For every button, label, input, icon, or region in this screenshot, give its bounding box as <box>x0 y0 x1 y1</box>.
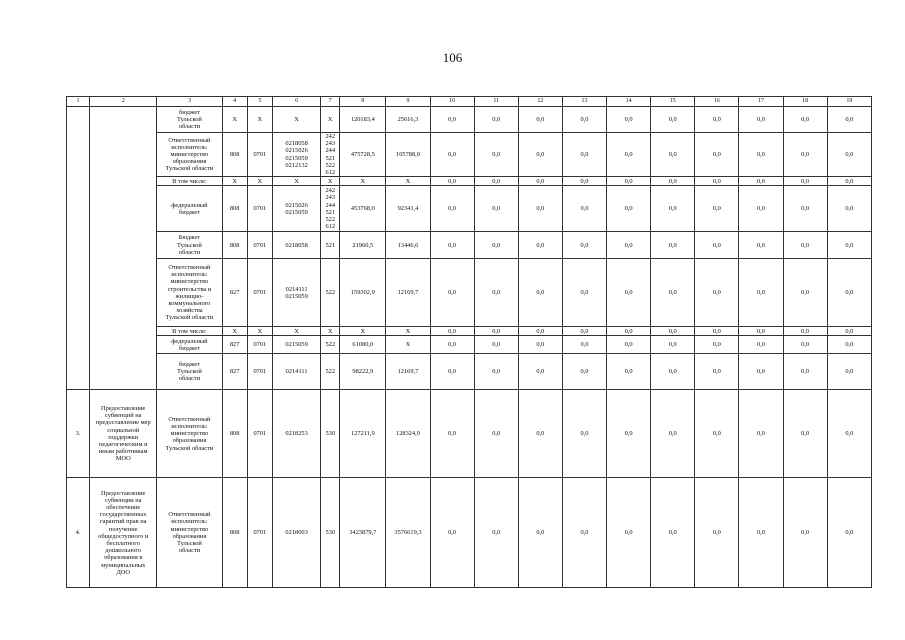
value-cell-c18: 0,0 <box>783 259 827 327</box>
value-cell-c9: 105788,0 <box>386 133 430 177</box>
value-cell-c11: 0,0 <box>474 186 518 232</box>
value-cell-c13: 0,0 <box>562 232 606 259</box>
column-number-1: 1 <box>67 97 90 107</box>
value-cell-c11: 0,0 <box>474 390 518 478</box>
value-cell-c10: 0,0 <box>430 107 474 133</box>
value-cell-c14: 0,0 <box>607 186 651 232</box>
column-number-18: 18 <box>783 97 827 107</box>
value-cell-c12: 0,0 <box>518 177 562 186</box>
value-cell-c8: 98222,9 <box>340 354 386 390</box>
value-cell-c15: 0,0 <box>651 107 695 133</box>
value-cell-c14: 0,0 <box>607 390 651 478</box>
value-cell-c16: 0,0 <box>695 336 739 354</box>
executor-cell: Ответственный исполнитель: министерство образования Тульской области <box>157 133 222 177</box>
value-cell-c16: 0,0 <box>695 107 739 133</box>
value-cell-c17: 0,0 <box>739 478 783 588</box>
value-cell-c5: 0701 <box>247 259 272 327</box>
value-cell-c9: 3576619,3 <box>386 478 430 588</box>
value-cell-c6: 0214111 <box>272 354 320 390</box>
value-cell-c8: 3423879,7 <box>340 478 386 588</box>
executor-cell: федеральный бюджет <box>157 336 222 354</box>
value-cell-c7: 522 <box>321 259 340 327</box>
table-body <box>67 97 872 588</box>
value-cell-c9: 13446,6 <box>386 232 430 259</box>
executor-cell: В том числе: <box>157 177 222 186</box>
value-cell-c16: 0,0 <box>695 354 739 390</box>
value-cell-c18: 0,0 <box>783 133 827 177</box>
value-cell-c13: 0,0 <box>562 107 606 133</box>
value-cell-c19: 0,0 <box>827 478 871 588</box>
value-cell-c19: 0,0 <box>827 186 871 232</box>
value-cell-c6: 0215026 0215059 <box>272 186 320 232</box>
row-number-cell <box>67 107 90 390</box>
value-cell-c8: 61080,0 <box>340 336 386 354</box>
value-cell-c14: 0,0 <box>607 133 651 177</box>
value-cell-c7: Х <box>321 177 340 186</box>
value-cell-c11: 0,0 <box>474 259 518 327</box>
column-number-11: 11 <box>474 97 518 107</box>
table-row <box>67 259 872 327</box>
table-row <box>67 390 872 478</box>
table-row <box>67 327 872 336</box>
column-number-12: 12 <box>518 97 562 107</box>
value-cell-c5: 0701 <box>247 354 272 390</box>
value-cell-c18: 0,0 <box>783 336 827 354</box>
budget-table <box>66 96 872 588</box>
value-cell-c5: Х <box>247 107 272 133</box>
executor-cell: В том числе: <box>157 327 222 336</box>
value-cell-c13: 0,0 <box>562 336 606 354</box>
value-cell-c12: 0,0 <box>518 478 562 588</box>
value-cell-c15: 0,0 <box>651 478 695 588</box>
table-row <box>67 232 872 259</box>
column-number-7: 7 <box>321 97 340 107</box>
value-cell-c15: 0,0 <box>651 354 695 390</box>
value-cell-c13: 0,0 <box>562 133 606 177</box>
value-cell-c19: 0,0 <box>827 107 871 133</box>
column-number-14: 14 <box>607 97 651 107</box>
value-cell-c5: Х <box>247 177 272 186</box>
value-cell-c7: 530 <box>321 478 340 588</box>
value-cell-c8: Х <box>340 327 386 336</box>
value-cell-c4: 808 <box>222 186 247 232</box>
value-cell-c13: 0,0 <box>562 327 606 336</box>
value-cell-c18: 0,0 <box>783 107 827 133</box>
table-row <box>67 177 872 186</box>
value-cell-c15: 0,0 <box>651 259 695 327</box>
executor-cell: бюджет Тульской области <box>157 354 222 390</box>
value-cell-c5: 0701 <box>247 133 272 177</box>
value-cell-c8: 21960,5 <box>340 232 386 259</box>
value-cell-c17: 0,0 <box>739 107 783 133</box>
value-cell-c14: 0,0 <box>607 336 651 354</box>
value-cell-c18: 0,0 <box>783 354 827 390</box>
value-cell-c5: 0701 <box>247 478 272 588</box>
value-cell-c4: Х <box>222 107 247 133</box>
value-cell-c4: Х <box>222 327 247 336</box>
value-cell-c4: 808 <box>222 133 247 177</box>
column-number-19: 19 <box>827 97 871 107</box>
value-cell-c19: 0,0 <box>827 327 871 336</box>
value-cell-c14: 0,0 <box>607 354 651 390</box>
value-cell-c10: 0,0 <box>430 259 474 327</box>
value-cell-c15: 0,0 <box>651 390 695 478</box>
value-cell-c12: 0,0 <box>518 259 562 327</box>
value-cell-c16: 0,0 <box>695 232 739 259</box>
value-cell-c9: 92341,4 <box>386 186 430 232</box>
value-cell-c11: 0,0 <box>474 177 518 186</box>
value-cell-c11: 0,0 <box>474 336 518 354</box>
value-cell-c9: 12169,7 <box>386 354 430 390</box>
value-cell-c6: Х <box>272 107 320 133</box>
value-cell-c11: 0,0 <box>474 478 518 588</box>
value-cell-c9: 128324,9 <box>386 390 430 478</box>
value-cell-c11: 0,0 <box>474 232 518 259</box>
value-cell-c17: 0,0 <box>739 336 783 354</box>
value-cell-c5: 0701 <box>247 232 272 259</box>
value-cell-c9: Х <box>386 336 430 354</box>
table-row <box>67 107 872 133</box>
value-cell-c19: 0,0 <box>827 354 871 390</box>
value-cell-c11: 0,0 <box>474 107 518 133</box>
value-cell-c16: 0,0 <box>695 186 739 232</box>
value-cell-c8: Х <box>340 177 386 186</box>
column-number-17: 17 <box>739 97 783 107</box>
value-cell-c9: Х <box>386 177 430 186</box>
value-cell-c16: 0,0 <box>695 133 739 177</box>
value-cell-c7: 242 243 244 521 522 612 <box>321 133 340 177</box>
value-cell-c17: 0,0 <box>739 133 783 177</box>
value-cell-c13: 0,0 <box>562 177 606 186</box>
value-cell-c13: 0,0 <box>562 259 606 327</box>
value-cell-c8: 475728,5 <box>340 133 386 177</box>
value-cell-c10: 0,0 <box>430 177 474 186</box>
value-cell-c10: 0,0 <box>430 354 474 390</box>
value-cell-c12: 0,0 <box>518 186 562 232</box>
value-cell-c11: 0,0 <box>474 354 518 390</box>
value-cell-c5: Х <box>247 327 272 336</box>
value-cell-c4: 808 <box>222 232 247 259</box>
value-cell-c17: 0,0 <box>739 186 783 232</box>
table-row <box>67 478 872 588</box>
measure-name-cell: Предоставление субвенции на обеспечение государственных гарантий прав на получение общедоступного и бесплатного дошкольного образования в муниципальных ДОО <box>90 478 157 588</box>
value-cell-c10: 0,0 <box>430 232 474 259</box>
header-row <box>67 97 872 107</box>
value-cell-c18: 0,0 <box>783 232 827 259</box>
value-cell-c19: 0,0 <box>827 232 871 259</box>
value-cell-c15: 0,0 <box>651 327 695 336</box>
executor-cell: Ответственный исполнитель: министерство образования Тульской области <box>157 478 222 588</box>
column-number-13: 13 <box>562 97 606 107</box>
value-cell-c6: 0214111 0215059 <box>272 259 320 327</box>
value-cell-c19: 0,0 <box>827 390 871 478</box>
value-cell-c8: 159302,9 <box>340 259 386 327</box>
row-number-cell: 4. <box>67 478 90 588</box>
value-cell-c16: 0,0 <box>695 259 739 327</box>
value-cell-c9: Х <box>386 327 430 336</box>
column-number-4: 4 <box>222 97 247 107</box>
value-cell-c19: 0,0 <box>827 133 871 177</box>
value-cell-c6: Х <box>272 177 320 186</box>
value-cell-c18: 0,0 <box>783 478 827 588</box>
value-cell-c10: 0,0 <box>430 478 474 588</box>
row-number-cell: 3. <box>67 390 90 478</box>
executor-cell: Ответственный исполнитель: министерство образования Тульской области <box>157 390 222 478</box>
value-cell-c16: 0,0 <box>695 327 739 336</box>
value-cell-c7: 522 <box>321 354 340 390</box>
table-row <box>67 336 872 354</box>
value-cell-c15: 0,0 <box>651 336 695 354</box>
value-cell-c7: 521 <box>321 232 340 259</box>
column-number-2: 2 <box>90 97 157 107</box>
value-cell-c13: 0,0 <box>562 390 606 478</box>
value-cell-c14: 0,0 <box>607 232 651 259</box>
column-number-15: 15 <box>651 97 695 107</box>
value-cell-c16: 0,0 <box>695 478 739 588</box>
value-cell-c14: 0,0 <box>607 177 651 186</box>
value-cell-c7: 242 243 244 521 522 612 <box>321 186 340 232</box>
value-cell-c14: 0,0 <box>607 107 651 133</box>
value-cell-c7: 530 <box>321 390 340 478</box>
value-cell-c7: Х <box>321 107 340 133</box>
value-cell-c10: 0,0 <box>430 390 474 478</box>
value-cell-c10: 0,0 <box>430 327 474 336</box>
value-cell-c6: 0218253 <box>272 390 320 478</box>
measure-name-cell <box>90 107 157 390</box>
value-cell-c18: 0,0 <box>783 177 827 186</box>
value-cell-c15: 0,0 <box>651 186 695 232</box>
executor-cell: бюджет Тульской области <box>157 107 222 133</box>
value-cell-c17: 0,0 <box>739 232 783 259</box>
measure-name-cell: Предоставление субвенций на предоставление мер социальной поддержки педагогическим и иным работникам МОО <box>90 390 157 478</box>
value-cell-c13: 0,0 <box>562 186 606 232</box>
value-cell-c9: 12169,7 <box>386 259 430 327</box>
value-cell-c6: 0215059 <box>272 336 320 354</box>
value-cell-c5: 0701 <box>247 186 272 232</box>
page-number: 106 <box>442 50 463 65</box>
column-number-6: 6 <box>272 97 320 107</box>
value-cell-c6: 0218058 <box>272 232 320 259</box>
value-cell-c18: 0,0 <box>783 390 827 478</box>
column-number-3: 3 <box>157 97 222 107</box>
table-row <box>67 133 872 177</box>
value-cell-c16: 0,0 <box>695 390 739 478</box>
value-cell-c6: 0218058 0215026 0215059 0212132 <box>272 133 320 177</box>
value-cell-c17: 0,0 <box>739 177 783 186</box>
value-cell-c4: 827 <box>222 354 247 390</box>
value-cell-c12: 0,0 <box>518 390 562 478</box>
value-cell-c13: 0,0 <box>562 354 606 390</box>
value-cell-c17: 0,0 <box>739 354 783 390</box>
value-cell-c4: 808 <box>222 478 247 588</box>
value-cell-c4: 808 <box>222 390 247 478</box>
executor-cell: Ответственный исполнитель: министерство строительства и жилищно- коммунального хозяйства Тульской области <box>157 259 222 327</box>
value-cell-c15: 0,0 <box>651 133 695 177</box>
table-row <box>67 354 872 390</box>
value-cell-c14: 0,0 <box>607 259 651 327</box>
value-cell-c8: 120183,4 <box>340 107 386 133</box>
value-cell-c11: 0,0 <box>474 327 518 336</box>
value-cell-c19: 0,0 <box>827 177 871 186</box>
value-cell-c4: Х <box>222 177 247 186</box>
value-cell-c12: 0,0 <box>518 336 562 354</box>
column-number-16: 16 <box>695 97 739 107</box>
column-number-5: 5 <box>247 97 272 107</box>
value-cell-c17: 0,0 <box>739 327 783 336</box>
value-cell-c12: 0,0 <box>518 354 562 390</box>
value-cell-c18: 0,0 <box>783 186 827 232</box>
value-cell-c19: 0,0 <box>827 259 871 327</box>
value-cell-c13: 0,0 <box>562 478 606 588</box>
value-cell-c19: 0,0 <box>827 336 871 354</box>
value-cell-c4: 827 <box>222 336 247 354</box>
column-number-8: 8 <box>340 97 386 107</box>
value-cell-c5: 0701 <box>247 336 272 354</box>
value-cell-c14: 0,0 <box>607 478 651 588</box>
value-cell-c7: 522 <box>321 336 340 354</box>
column-number-9: 9 <box>386 97 430 107</box>
executor-cell: федеральный бюджет <box>157 186 222 232</box>
column-number-10: 10 <box>430 97 474 107</box>
value-cell-c18: 0,0 <box>783 327 827 336</box>
value-cell-c15: 0,0 <box>651 232 695 259</box>
value-cell-c10: 0,0 <box>430 336 474 354</box>
value-cell-c17: 0,0 <box>739 259 783 327</box>
value-cell-c7: Х <box>321 327 340 336</box>
value-cell-c8: 127211,9 <box>340 390 386 478</box>
value-cell-c8: 453768,0 <box>340 186 386 232</box>
value-cell-c16: 0,0 <box>695 177 739 186</box>
value-cell-c11: 0,0 <box>474 133 518 177</box>
value-cell-c17: 0,0 <box>739 390 783 478</box>
executor-cell: Бюджет Тульской области <box>157 232 222 259</box>
value-cell-c10: 0,0 <box>430 186 474 232</box>
value-cell-c9: 25616,3 <box>386 107 430 133</box>
value-cell-c12: 0,0 <box>518 232 562 259</box>
value-cell-c12: 0,0 <box>518 327 562 336</box>
value-cell-c6: Х <box>272 327 320 336</box>
value-cell-c15: 0,0 <box>651 177 695 186</box>
value-cell-c12: 0,0 <box>518 133 562 177</box>
value-cell-c12: 0,0 <box>518 107 562 133</box>
value-cell-c10: 0,0 <box>430 133 474 177</box>
value-cell-c6: 0218003 <box>272 478 320 588</box>
table-row <box>67 186 872 232</box>
value-cell-c5: 0701 <box>247 390 272 478</box>
value-cell-c4: 827 <box>222 259 247 327</box>
value-cell-c14: 0,0 <box>607 327 651 336</box>
